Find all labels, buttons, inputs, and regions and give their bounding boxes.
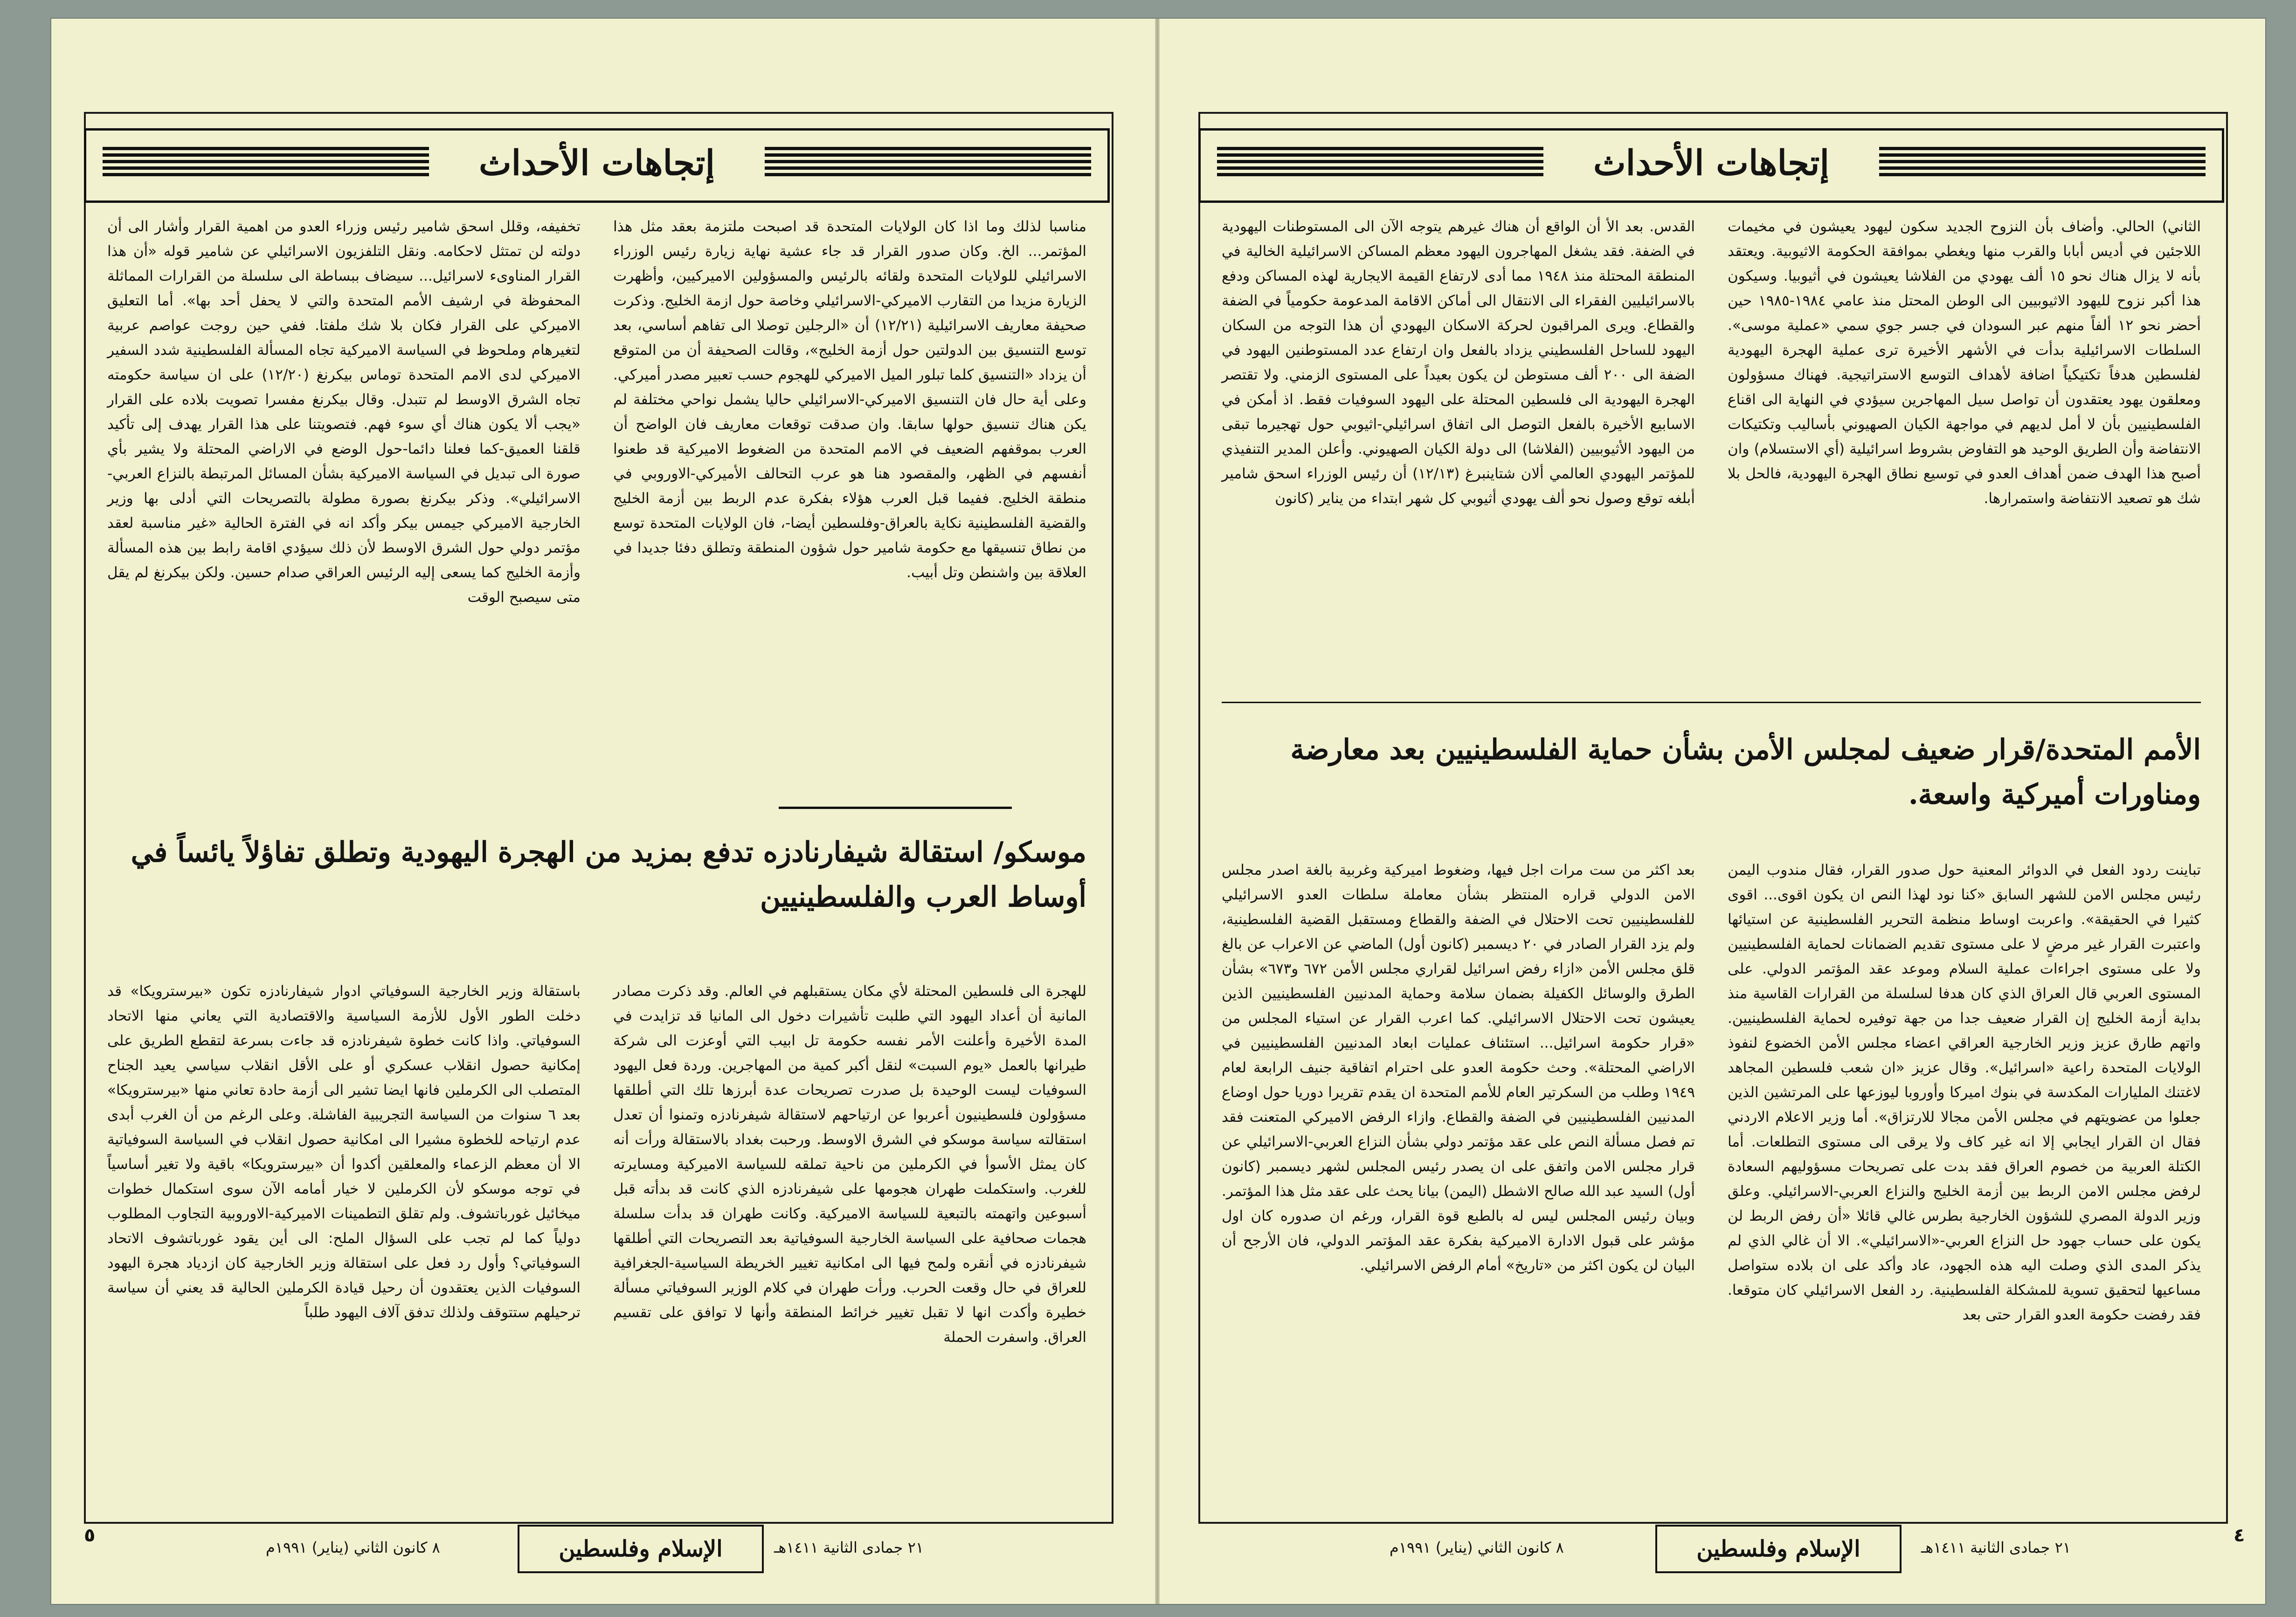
left-top-col-1 bbox=[613, 214, 1086, 783]
magazine-spread bbox=[51, 19, 2265, 1604]
left-bottom-col-1 bbox=[613, 979, 1086, 1511]
footer-date-hijri: ٢١ جمادى الثانية ١٤١١هـ bbox=[1921, 1539, 2071, 1556]
left-headline: موسكو/ استقالة شيفارنادزه تدفع بمزيد من الهجرة اليهودية وتطلق تفاؤلاً يائساً في أوساط العرب والفلسطينيين bbox=[131, 836, 1086, 913]
magazine-logo: الإسلام وفلسطين bbox=[1655, 1525, 1902, 1573]
page-number: ٥ bbox=[84, 1525, 96, 1546]
section-title: إتجاهات الأحداث bbox=[460, 143, 733, 183]
right-page bbox=[1166, 19, 2257, 1604]
spine bbox=[1155, 19, 1160, 1604]
article-text: تخفيفه، وقلل اسحق شامير رئيس وزراء العدو من اهمية القرار وأشار الى أن دولته لن تمتثل لاحكامه. ونقل التلفزيون الاسرائيلي عن شامير قوله «أن هذا القرار المناوىء لاسرائيل... سيضاف ببساطة الى سلسلة من القرارات المماثلة المحفوظة في ارشيف الأمم المتحدة والتي لا يحفل أحد بها». أما التعليق الاميركي على القرار فكان بلا شك ملفتا. ففي حين روجت عواصم عربية لتغيرهام وملحوظ في السياسة الاميركية تجاه المسألة الفلسطينية شدد السفير الاميركي لدى الامم المتحدة توماس بيكرنغ (١٢/٢٠) على ان سياسة حكومته تجاه الشرق الاوسط لم تتبدل. وقال بيكرنغ مفسرا تصويت بلاده على القرار «يجب ألا يكون هناك أي سوء فهم. فتصويتنا على هذا القرار يهدف إلى تأكيد قلقنا العميق-كما فعلنا دائما-حول الوضع في الاراضي المحتلة ولا يشير بأي صورة الى تبديل في السياسة الاميركية بشأن المسائل المرتبطة بالنزاع العربي-الاسرائيلي». وذكر بيكرنغ بصورة مطولة بالتصريحات التي أدلى بها وزير الخارجية الاميركي جيمس بيكر وأكد انه في الفترة الحالية «غير مناسبة لعقد مؤتمر دولي حول الشرق الاوسط لأن ذلك سيؤدي اقامة رابط بين هذه المسألة وأزمة الخليج كما يسعى إليه الرئيس العراقي صدام حسين. ولكن بيكرنغ لم يقل متى سيصبح الوقت bbox=[107, 218, 581, 606]
banner-stripes-left bbox=[103, 147, 429, 180]
article-text: الثاني) الحالي. وأضاف بأن النزوح الجديد سكون ليهود يعيشون في مخيمات اللاجئين في أديس أبابا والقرب منها ويغطي بموافقة الحكومة الاثيوبية. ويعتقد بأنه لا يزال هناك نحو ١٥ ألف يهودي من الفلاشا يعيشون في أثيوبيا. وسيكون هذا أكبر نزوح لليهود الاثيوبيين الى الوطن المحتل منذ عامي ١٩٨٤-١٩٨٥ حين أحضر نحو ١٢ ألفاً منهم عبر السودان في جسر جوي سمي «عملية موسى». السلطات الاسرائيلية بدأت في الأشهر الأخيرة ترى عملية الهجرة اليهودية لفلسطين هدفاً تكتيكياً اضافة لأهداف التوسع الاستراتيجية. فهناك مسؤولون ومعلقون يهود يعتقدون أن تواصل سيل المهاجرين سيؤدي في النهاية الى اقناع الفلسطينيين بأن لا أمل لديهم في مواجهة الكيان الصهيوني بأساليب وتكتيكات الانتفاضة وأن الطريق الوحيد هو التفاوض بشروط اسرائيلية (أي الاستسلام) وان أصبح هذا الهدف ضمن أهداف العدو في توسيع نطاق الهجرة اليهودية، فالحل بلا شك هو تصعيد الانتفاضة واستمرارها. bbox=[1728, 218, 2201, 507]
article-text: القدس. بعد الأ أن الواقع أن هناك غيرهم يتوجه الآن الى المستوطنات اليهودية في الضفة. فقد يشغل المهاجرون اليهود معظم المساكن الاسرائيلية الخالية في المنطقة المحتلة منذ ١٩٤٨ مما أدى لارتفاع القيمة الايجارية لهذه المساكن ودفع بالاسرائيليين الفقراء الى الانتقال الى أماكن الاقامة المدعومة حكومياً في الضفة والقطاع. ويرى المراقبون لحركة الاسكان اليهودي أن هذا التوجه من السكان اليهود للساحل الفلسطيني يزداد بالفعل وان ارتفاع عدد المستوطنين اليهود في الضفة الى ٢٠٠ ألف مستوطن لن يكون بعيداً على المستوى الزمني. ولا تقتصر الهجرة اليهودية الى فلسطين المحتلة على اليهود السوفيات فقط. اذ أمكن في الاسابيع الأخيرة بالفعل التوصل الى اتفاق اسرائيلي-اثيوبي حول تهجيرما تبقى من اليهود الأثيوبيين (الفلاشا) الى دولة الكيان الصهيوني. وأعلن المدير التنفيذي للمؤتمر اليهودي العالمي ألان شتاينبرغ (١٢/١٣) أن رئيس الوزراء اسحق شامير أبلغه توقع وصول نحو ألف يهودي أثيوبي كل شهر ابتداء من يناير (كانون bbox=[1222, 218, 1695, 507]
page-number: ٤ bbox=[2234, 1525, 2245, 1546]
left-section-banner bbox=[84, 128, 1110, 198]
article-text: بعد اكثر من ست مرات اجل فيها، وضغوط اميركية وغربية بالغة اصدر مجلس الامن الدولي قراره المنتظر بشأن معاملة سلطات العدو الاسرائيلي للفلسطينيين تحت الاحتلال في الضفة والقطاع ومستقبل القضية الفلسطينية، ولم يزد القرار الصادر في ٢٠ ديسمبر (كانون أول) الماضي عن الاعراب عن بالغ قلق مجلس الأمن «ازاء رفض اسرائيل لقراري مجلس الأمن ٦٧٢ و٦٧٣» بشأن الطرق والوسائل الكفيلة بضمان سلامة وحماية المدنيين الفلسطينيين الذين يعيشون تحت الاحتلال الاسرائيلي. كما اعرب القرار عن استياء المجلس من «قرار حكومة اسرائيل... استئناف عمليات ابعاد المدنيين الفلسطينيين في الاراضي المحتلة». وحث حكومة العدو على احترام اتفاقية جنيف الرابعة لعام ١٩٤٩ وطلب من السكرتير العام للأمم المتحدة ان يقدم تقريرا دوريا حول اوضاع المدنيين الفلسطينيين في الضفة والقطاع. وازاء الرفض الاميركي المتعنت فقد تم فصل مسألة النص على عقد مؤتمر دولي بشأن النزاع العربي-الاسرائيلي عن قرار مجلس الامن واتفق على ان يصدر رئيس المجلس لشهر ديسمبر (كانون أول) السيد عبد الله صالح الاشطل (اليمن) بيانا يحث على عقد مثل هذا المؤتمر. وبيان رئيس المجلس ليس له بالطبع قوة القرار، ورغم ان صدوره كان اول مؤشر على قبول الادارة الاميركية بفكرة عقد المؤتمر الدولي، فان الأرجح أن البيان لن يكون اكثر من «تاريخ» أمام الرفض الاسرائيلي. bbox=[1222, 862, 1695, 1274]
right-top-col-1 bbox=[1728, 214, 2201, 690]
article-text: للهجرة الى فلسطين المحتلة لأي مكان يستقبلهم في العالم. وقد ذكرت مصادر المانية أن أعداد اليهود التي طلبت تأشيرات دخول الى المانيا قد تزايدت في المدة الأخيرة وأعلنت الأمر نفسه حكومة تل ابيب التي أوعزت الى شركة طيرانها بالعمل «يوم السبت» لنقل أكبر كمية من المهاجرين. وردة فعل اليهود السوفيات ليست الوحيدة بل صدرت تصريحات عدة أبرزها تلك التي أطلقها مسؤولون فلسطينيون أعربوا عن ارتياحهم لاستقالة شيفرنادزه وتمنوا أن تعدل استقالته سياسة موسكو في الشرق الاوسط. ورحبت بغداد بالاستقالة ورأت أنه كان يمثل الأسوأ في الكرملين من ناحية تملقه للسياسة الاميركية ومسايرته للغرب. واستكملت طهران هجومها على شيفرنادزه الذي كانت قد بدأته قبل أسبوعين واتهمته بالتبعية للسياسة الاميركية. وكانت طهران قد بدأت سلسلة هجمات صحافية على السياسة الخارجية السوفياتية بعد التصريحات التي أطلقها شيفرنادزه في أنقره ولمح فيها الى امكانية تغيير الخريطة السياسية-الجغرافية للعراق في حال وقعت الحرب. ورأت طهران في كلام الوزير السوفياتي مسألة خطيرة وأكدت انها لا تقبل تغيير خرائط المنطقة وأنها لا توافق على تقسيم العراق. واسفرت الحملة bbox=[613, 983, 1086, 1346]
headline-rule bbox=[779, 807, 1012, 809]
banner-stripes-right bbox=[1879, 147, 2206, 180]
banner-stripes-left bbox=[1217, 147, 1543, 180]
footer-date-hijri: ٢١ جمادى الثانية ١٤١١هـ bbox=[774, 1539, 924, 1556]
left-top-columns bbox=[107, 214, 1086, 783]
right-bottom-col-1 bbox=[1728, 858, 2201, 1511]
left-top-col-2 bbox=[107, 214, 581, 783]
left-bottom-col-2 bbox=[107, 979, 581, 1511]
headline-rule bbox=[1222, 702, 2201, 703]
article-text: تباينت ردود الفعل في الدوائر المعنية حول صدور القرار، فقال مندوب اليمن رئيس مجلس الامن للشهر السابق «كنا نود لهذا النص ان يكون اقوى... اقوى كثيرا في الحقيقة». واعربت اوساط منظمة التحرير الفلسطينية عن استيائها واعتبرت القرار غير مرضٍ لا على مستوى تقديم الضمانات لحماية الفلسطينيين ولا على مستوى اجراءات عملية السلام وموعد عقد المؤتمر الدولي. على المستوى العربي قال العراق الذي كان هدفا لسلسلة من القرارات القاسية منذ بداية أزمة الخليج إن القرار ضعيف جدا من جهة توفيره لحماية الفلسطينيين. واتهم طارق عزيز وزير الخارجية العراقي اعضاء مجلس الأمن الخضوع لنفوذ الولايات المتحدة راعية «اسرائيل». وقال عزيز «ان شعب فلسطين المجاهد لاغتنك المليارات المكدسة في بنوك اميركا وأوروبا ليوزعها على المرتشين الذين جعلوا من عضويتهم في مجلس الأمن مجالا للارتزاق». أما وزير الاعلام الاردني فقال ان القرار ايجابي إلا انه غير كاف ولا يرقى الى مستوى التطلعات. أما الكتلة العربية من خصوم العراق فقد بدت على تصريحات مسؤوليهم السعادة لرفض مجلس الامن الربط بين أزمة الخليج والنزاع العربي-الاسرائيلي. وعلق وزير الدولة المصري للشؤون الخارجية بطرس غالي قائلا «أن رفض الربط لن يكون على حساب جهود حل النزاع العربي-«الاسرائيلي». الا أن غالي الذي لم يذكر المدى الذي وصلت اليه هذه الجهود، عاد وأكد على ان بلاده ستواصل مساعيها لتحقيق تسوية للمشكلة الفلسطينية. رد الفعل الاسرائيلي كان متوقعا. فقد رفضت حكومة العدو القرار حتى بعد bbox=[1728, 862, 2201, 1323]
right-headline: الأمم المتحدة/قرار ضعيف لمجلس الأمن بشأن حماية الفلسطينيين بعد معارضة ومناورات أميركية واسعة. bbox=[1290, 733, 2201, 811]
right-bottom-col-2 bbox=[1222, 858, 1695, 1511]
left-bottom-columns bbox=[107, 979, 1086, 1511]
right-top-col-2 bbox=[1222, 214, 1695, 690]
section-title: إتجاهات الأحداث bbox=[1575, 143, 1848, 183]
right-top-columns bbox=[1222, 214, 2201, 690]
right-bottom-columns bbox=[1222, 858, 2201, 1511]
footer-date-gregorian: ٨ كانون الثاني (يناير) ١٩٩١م bbox=[266, 1539, 440, 1556]
magazine-logo: الإسلام وفلسطين bbox=[518, 1525, 764, 1573]
article-text: باستقالة وزير الخارجية السوفياتي ادوار شيفارنادزه تكون «بيرسترويكا» قد دخلت الطور الأول للأزمة السياسية والاقتصادية التي يعاني منها الاتحاد السوفياتي. واذا كانت خطوة شيفرنادزه قد جاءت بسرعة لتقطع الطريق على إمكانية حصول انقلاب عسكري أو على الأقل انقلاب سياسي يعيد الجناح المتصلب الى الكرملين فانها ايضا تشير الى أزمة حادة تعاني منها «بيرسترويكا» بعد ٦ سنوات من السياسة التجريبية الفاشلة. وعلى الرغم من أن الغرب أبدى عدم ارتياحه للخطوة مشيرا الى امكانية حصول انقلاب في السياسة السوفياتية الا أن معظم الزعماء والمعلقين أكدوا أن «بيرسترويكا» باقية ولا تغير أساسياً في توجه موسكو لأن الكرملين لا خيار أمامه الآن سوى استكمال خطوات ميخائيل غورباتشوف. ولم تقلق التطمينات الاميركية-الاوروبية التجاوب المطلوب دولياً كما لم تجب على السؤال الملح: الى أين يقود غورباتشوف الاتحاد السوفياتي؟ وأول رد فعل على استقالة وزير الخارجية كان ازدياد هجرة اليهود السوفيات الذين يعتقدون أن رحيل قيادة الكرملين الحالية قد يعني أن سياسة ترحيلهم ستتوقف ولذلك تدفق آلاف اليهود طلباً bbox=[107, 983, 581, 1321]
right-section-banner bbox=[1198, 128, 2224, 198]
footer-date-gregorian: ٨ كانون الثاني (يناير) ١٩٩١م bbox=[1390, 1539, 1564, 1556]
banner-stripes-right bbox=[765, 147, 1091, 180]
left-page bbox=[51, 19, 1142, 1604]
article-text: مناسبا لذلك وما اذا كان الولايات المتحدة قد اصبحت ملتزمة بعقد مثل هذا المؤتمر... الخ. وكان صدور القرار قد جاء عشية نهاية زيارة رئيس الوزراء الاسرائيلي للولايات المتحدة ولقائه بالرئيس والمسؤولين الاميركيين، وأظهرت الزيارة مزيدا من التقارب الاميركي-الاسرائيلي وخاصة حول ازمة الخليج. وذكرت صحيفة معاريف الاسرائيلية (١٢/٢١) أن «الرجلين توصلا الى تفاهم أساسي، بعد توسع التنسيق بين الدولتين حول أزمة الخليج»، وقالت الصحيفة أن من المتوقع أن يزداد «التنسيق كلما تبلور الميل الاميركي للهجوم حسب تعبير مصدر أميركي. وعلى أية حال فان التنسيق الاميركي-الاسرائيلي حاليا يشمل نواحي مختلفة لم يكن هناك تنسيق حولها سابقا. وان صدقت توقعات معاريف فان الواضح أن العرب بموقفهم الضعيف في الامم المتحدة من الضغوط الاميركية قد طعنوا أنفسهم في الظهر، والمقصود هنا هو عرب التحالف الأميركي-الاوروبي في منطقة الخليج. ففيما قبل العرب هؤلاء بفكرة عدم الربط بين أزمة الخليج والقضية الفلسطينية نكاية بالعراق-وفلسطين أيضا-، فان الولايات المتحدة توسع من نطاق تنسيقها مع حكومة شامير حول شؤون المنطقة وتطلق دفئا جديدا في العلاقة بين واشنطن وتل أبيب. bbox=[613, 218, 1087, 581]
